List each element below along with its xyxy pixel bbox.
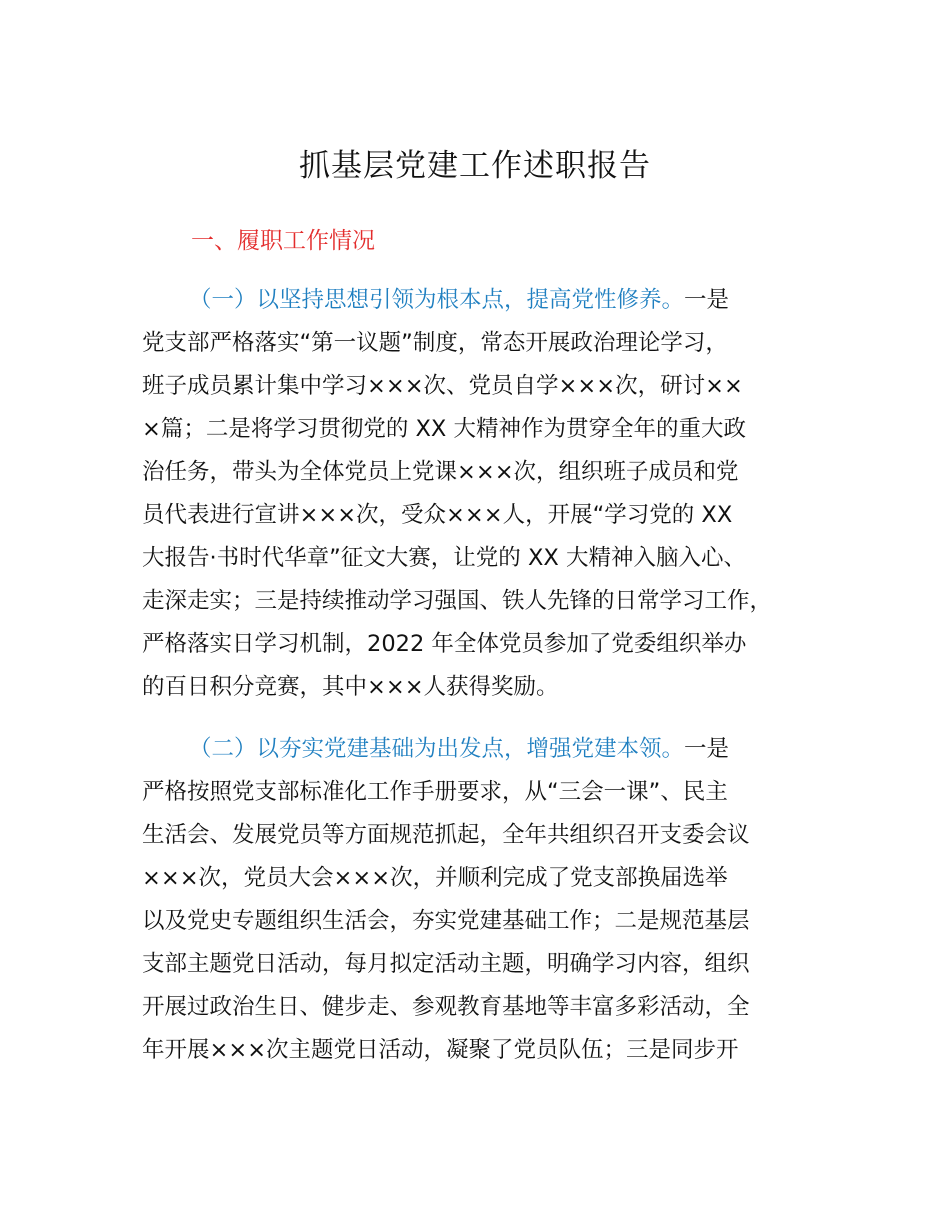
paragraph-line: ×××次，党员大会×××次，并顺利完成了党支部换届选举	[142, 865, 728, 891]
subheading-2: （二）以夯实党建基础为出发点，增强党建本领。	[189, 736, 685, 762]
section-heading: 一、履职工作情况	[191, 228, 375, 254]
paragraph-line: 班子成员累计集中学习×××次、党员自学×××次，研讨××	[142, 373, 743, 399]
paragraph-line: 一是	[684, 287, 730, 313]
paragraph-line: 开展过政治生日、健步走、参观教育基地等丰富多彩活动，全	[142, 994, 750, 1020]
paragraph-line: 严格按照党支部标准化工作手册要求，从“三会一课”、民主	[142, 779, 728, 805]
subheading-1: （一）以坚持思想引领为根本点，提高党性修养。	[189, 287, 685, 313]
paragraph-1-first-line	[142, 279, 842, 322]
paragraph-line: 以及党史专题组织生活会，夯实党建基础工作；二是规范基层	[142, 908, 750, 934]
paragraph-line: 走深走实；三是持续推动学习强国、铁人先锋的日常学习工作，	[142, 588, 773, 614]
paragraph-line: 的百日积分竞赛，其中×××人获得奖励。	[142, 674, 559, 700]
paragraph-2	[142, 728, 842, 1072]
paragraph-line: 一是	[684, 736, 730, 762]
paragraph-line: 生活会、发展党员等方面规范抓起，全年共组织召开支委会议	[142, 822, 750, 848]
paragraph-line: ×篇；二是将学习贯彻党的 XX 大精神作为贯穿全年的重大政	[142, 416, 746, 442]
document-title: 抓基层党建工作述职报告	[299, 148, 651, 184]
paragraph-2-first-line	[142, 728, 842, 771]
paragraph-line: 员代表进行宣讲×××次，受众×××人，开展“学习党的 XX	[142, 502, 733, 528]
paragraph-line: 大报告·书时代华章”征文大赛，让党的 XX 大精神入脑入心、	[142, 545, 746, 571]
paragraph-line: 支部主题党日活动，每月拟定活动主题，明确学习内容，组织	[142, 951, 750, 977]
paragraph-line: 党支部严格落实“第一议题”制度，常态开展政治理论学习，	[142, 330, 728, 356]
paragraph-1	[142, 279, 842, 709]
paragraph-line: 治任务，带头为全体党员上党课×××次，组织班子成员和党	[142, 459, 739, 485]
paragraph-line: 严格落实日学习机制，2022 年全体党员参加了党委组织举办	[142, 631, 747, 657]
paragraph-line: 年开展×××次主题党日活动，凝聚了党员队伍；三是同步开	[142, 1037, 739, 1063]
